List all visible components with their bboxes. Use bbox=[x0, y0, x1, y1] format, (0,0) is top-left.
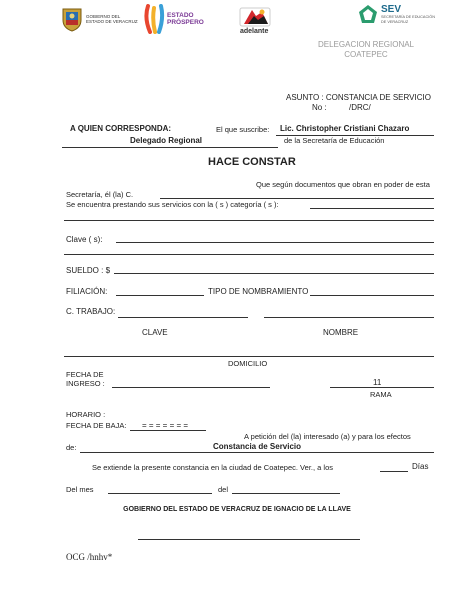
extiende-text: Se extiende la presente constancia en la ciudad de Coatepec. Ver., a los bbox=[92, 463, 333, 472]
signer-name: Lic. Christopher Cristiani Chazaro bbox=[280, 124, 410, 133]
dias-label: Días bbox=[412, 462, 429, 471]
efectos-line bbox=[80, 452, 434, 453]
del-mes-label: Del mes bbox=[66, 485, 94, 494]
sev-sub2: DE VERACRUZ bbox=[381, 19, 409, 24]
prestando-text: Se encuentra prestando sus servicios con la ( s ) categoría ( s ): bbox=[66, 200, 279, 209]
nombre-label: NOMBRE bbox=[323, 328, 359, 337]
domicilio-line bbox=[64, 356, 434, 357]
c-trabajo-line-2 bbox=[264, 317, 434, 318]
clave-s-label: Clave ( s): bbox=[66, 235, 103, 244]
categoria-line-2 bbox=[64, 220, 434, 221]
signature-line bbox=[138, 539, 360, 540]
tipo-nombramiento-label: TIPO DE NOMBRAMIENTO bbox=[208, 287, 309, 296]
rama-number: 11 bbox=[373, 378, 382, 387]
fecha-de-label: FECHA DE bbox=[66, 370, 104, 379]
veracruz-coat-of-arms-icon bbox=[60, 6, 84, 32]
constancia-servicio-text: Constancia de Servicio bbox=[213, 442, 302, 451]
adelante-logo-icon bbox=[238, 6, 272, 28]
ocg-reference: OCG /hnhv* bbox=[66, 552, 113, 562]
fecha-baja-line bbox=[130, 430, 206, 431]
rama-label: RAMA bbox=[370, 390, 392, 399]
nombre-c-line bbox=[160, 198, 434, 199]
filiacion-line bbox=[116, 295, 204, 296]
estado-prospero-logo-icon bbox=[142, 4, 166, 34]
peticion-text: A petición del (la) interesado (a) y para los efectos bbox=[244, 432, 411, 441]
que-segun-text: Que según documentos que obran en poder de esta bbox=[256, 180, 430, 189]
secretaria-c-label: Secretaría, él (la) C. bbox=[66, 190, 134, 199]
no-label: No : bbox=[312, 103, 327, 112]
gov-name-line2: ESTADO DE VERACRUZ bbox=[86, 19, 138, 24]
sueldo-label: SUELDO : $ bbox=[66, 266, 111, 275]
categoria-line bbox=[310, 208, 434, 209]
prospero-text: PRÓSPERO bbox=[167, 19, 204, 26]
estado-text: ESTADO bbox=[167, 12, 194, 19]
tipo-nombramiento-line bbox=[310, 295, 434, 296]
signer-role-line bbox=[62, 147, 278, 148]
delegacion-line2: COATEPEC bbox=[344, 50, 388, 59]
de-label: de: bbox=[66, 443, 77, 452]
c-trabajo-line bbox=[118, 317, 248, 318]
clave-label: CLAVE bbox=[142, 328, 168, 337]
gobierno-footer: GOBIERNO DEL ESTADO DE VERACRUZ DE IGNACIO DE LA LLAVE bbox=[123, 506, 351, 513]
clave-s-line-2 bbox=[64, 254, 434, 255]
gov-name-line1: GOBIERNO DEL bbox=[86, 14, 121, 19]
ingreso-line bbox=[112, 387, 270, 388]
drc-text: /DRC/ bbox=[349, 103, 371, 112]
c-trabajo-label: C. TRABAJO: bbox=[66, 307, 116, 316]
filiacion-label: FILIACIÓN: bbox=[66, 287, 108, 296]
sev-sub1: SECRETARÍA DE EDUCACIÓN bbox=[381, 15, 435, 19]
fecha-baja-value: = = = = = = = bbox=[142, 421, 189, 430]
del-label: del bbox=[218, 485, 229, 494]
suscribe-label: El que suscribe: bbox=[216, 125, 270, 134]
rama-line bbox=[330, 387, 434, 388]
horario-label: HORARIO : bbox=[66, 410, 106, 419]
hace-constar-title: HACE CONSTAR bbox=[208, 156, 296, 168]
signer-role: Delegado Regional bbox=[130, 136, 203, 145]
sueldo-line bbox=[114, 273, 434, 274]
dias-line bbox=[380, 471, 408, 472]
domicilio-label: DOMICILIO bbox=[228, 359, 268, 368]
a-quien-corresponda: A QUIEN CORRESPONDA: bbox=[70, 124, 172, 133]
fecha-baja-label: FECHA DE BAJA: bbox=[66, 421, 127, 430]
adelante-text: adelante bbox=[240, 28, 269, 35]
mes-line bbox=[108, 493, 212, 494]
asunto-text: ASUNTO : CONSTANCIA DE SERVICIO bbox=[286, 93, 431, 102]
delegacion-line1: DELEGACION REGIONAL bbox=[317, 40, 415, 49]
sev-logo-icon bbox=[358, 4, 378, 24]
sev-text: SEV bbox=[381, 4, 402, 15]
anio-line bbox=[232, 493, 340, 494]
ingreso-label: INGRESO : bbox=[66, 379, 105, 388]
clave-s-line bbox=[116, 242, 434, 243]
secretaria-text: de la Secretaría de Educación bbox=[284, 136, 385, 145]
